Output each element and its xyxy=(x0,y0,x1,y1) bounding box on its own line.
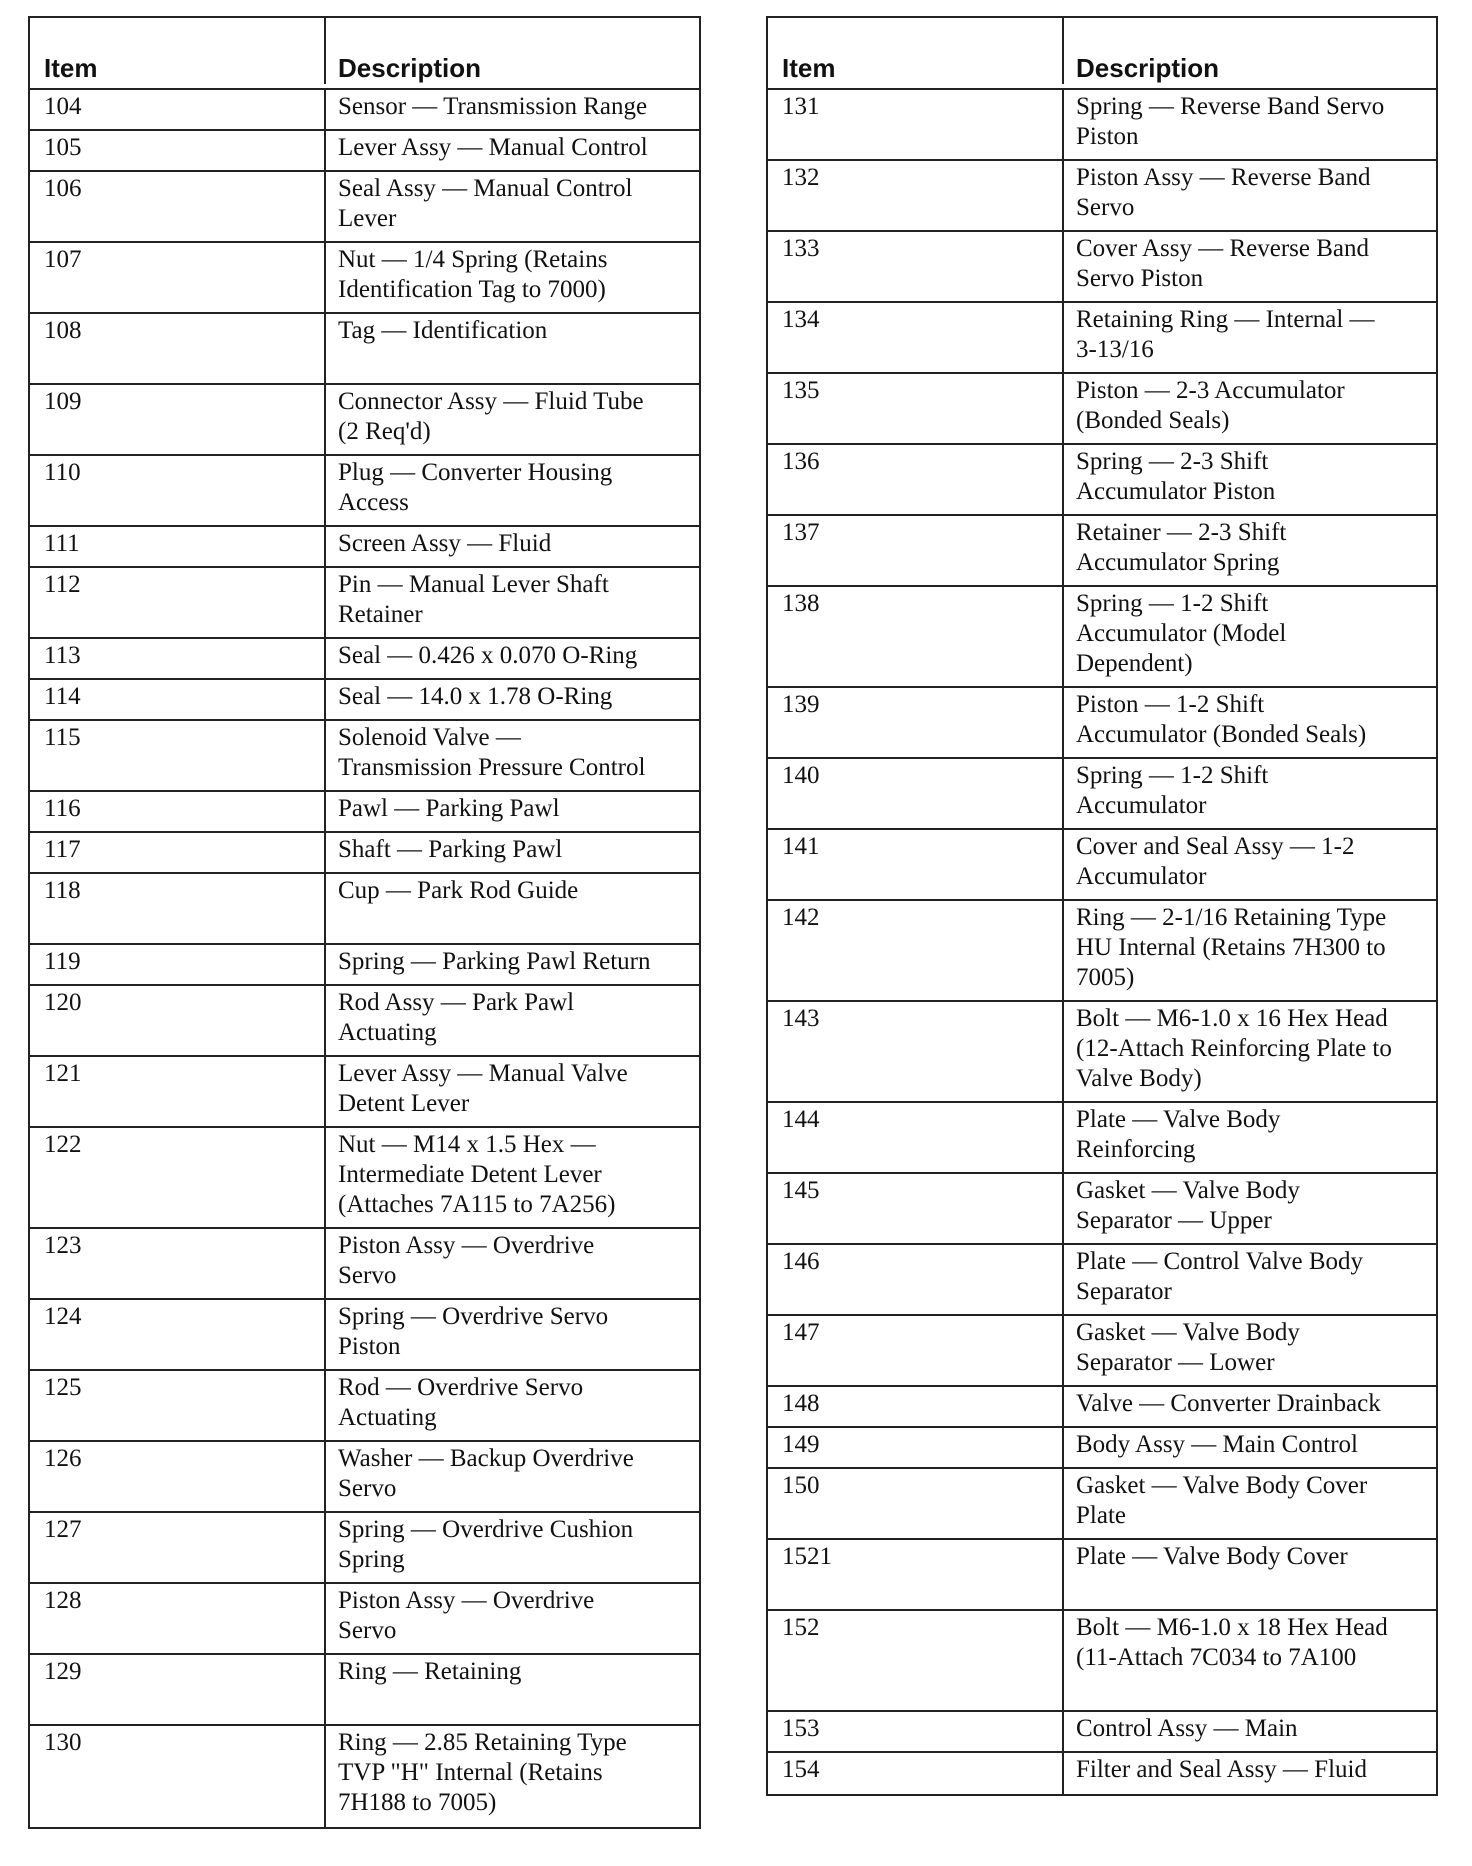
item-number: 120 xyxy=(30,986,326,1055)
table-row xyxy=(768,445,1436,516)
table-header xyxy=(30,18,699,90)
item-description: Ring — 2.85 Retaining Type TVP "H" Internal (Retains 7H188 to 7005) xyxy=(338,1729,627,1816)
table-row xyxy=(768,1002,1436,1103)
table-row xyxy=(768,1753,1436,1794)
item-description: Piston Assy — Overdrive Servo xyxy=(338,1232,595,1289)
item-description: Piston Assy — Overdrive Servo xyxy=(338,1587,595,1644)
table-row xyxy=(768,516,1436,587)
item-description: Cup — Park Rod Guide xyxy=(338,877,579,904)
item-number: 105 xyxy=(30,131,326,170)
item-column-header: Item xyxy=(768,18,1064,84)
item-description: Tag — Identification xyxy=(338,317,548,344)
item-number: 117 xyxy=(30,833,326,872)
item-description: Cover Assy — Reverse Band Servo Piston xyxy=(1076,235,1370,292)
item-number: 109 xyxy=(30,385,326,454)
item-description: Ring — 2-1/16 Retaining Type HU Internal (Retains 7H300 to 7005) xyxy=(1076,904,1387,991)
item-number: 127 xyxy=(30,1513,326,1582)
item-description: Retainer — 2-3 Shift Accumulator Spring xyxy=(1076,519,1287,576)
table-row xyxy=(768,1428,1436,1469)
item-description: Piston Assy — Reverse Band Servo xyxy=(1076,164,1371,221)
table-row xyxy=(768,1316,1436,1387)
item-number: 1521 xyxy=(768,1540,1064,1609)
item-number: 138 xyxy=(768,587,1064,686)
item-description: Cover and Seal Assy — 1-2 Accumulator xyxy=(1076,833,1355,890)
table-row xyxy=(768,830,1436,901)
table-row xyxy=(30,314,699,385)
table-row xyxy=(768,161,1436,232)
item-number: 132 xyxy=(768,161,1064,230)
item-column-header: Item xyxy=(30,18,326,84)
table-row xyxy=(30,639,699,680)
item-description: Spring — 2-3 Shift Accumulator Piston xyxy=(1076,448,1276,505)
table-row xyxy=(768,1103,1436,1174)
item-description: Pin — Manual Lever Shaft Retainer xyxy=(338,571,609,628)
item-description: Lever Assy — Manual Valve Detent Lever xyxy=(338,1060,628,1117)
item-number: 135 xyxy=(768,374,1064,443)
item-number: 144 xyxy=(768,1103,1064,1172)
item-number: 118 xyxy=(30,874,326,943)
table-row xyxy=(30,792,699,833)
item-description: Spring — 1-2 Shift Accumulator xyxy=(1076,762,1269,819)
item-description: Plate — Valve Body Reinforcing xyxy=(1076,1106,1281,1163)
table-row xyxy=(768,759,1436,830)
item-description: Spring — 1-2 Shift Accumulator (Model Dependent) xyxy=(1076,590,1287,677)
item-description: Rod — Overdrive Servo Actuating xyxy=(338,1374,584,1431)
item-number: 112 xyxy=(30,568,326,637)
table-row xyxy=(768,1469,1436,1540)
item-number: 134 xyxy=(768,303,1064,372)
table-row xyxy=(768,1174,1436,1245)
item-description: Control Assy — Main xyxy=(1076,1715,1298,1742)
item-description: Connector Assy — Fluid Tube (2 Req'd) xyxy=(338,388,644,445)
description-column-header: Description xyxy=(338,53,482,83)
table-header xyxy=(768,18,1436,90)
item-description: Shaft — Parking Pawl xyxy=(338,836,563,863)
description-column-header: Description xyxy=(1076,53,1220,83)
item-number: 152 xyxy=(768,1611,1064,1710)
item-number: 123 xyxy=(30,1229,326,1298)
item-description: Plug — Converter Housing Access xyxy=(338,459,613,516)
table-row xyxy=(768,232,1436,303)
item-description: Solenoid Valve — Transmission Pressure Control xyxy=(338,724,646,781)
table-row xyxy=(30,1726,699,1827)
table-row xyxy=(30,1584,699,1655)
item-description: Plate — Valve Body Cover xyxy=(1076,1543,1348,1570)
table-row xyxy=(30,1300,699,1371)
item-number: 153 xyxy=(768,1712,1064,1751)
table-row xyxy=(768,1611,1436,1712)
table-row xyxy=(768,90,1436,161)
item-number: 124 xyxy=(30,1300,326,1369)
item-description: Spring — Overdrive Servo Piston xyxy=(338,1303,609,1360)
item-number: 122 xyxy=(30,1128,326,1227)
item-number: 145 xyxy=(768,1174,1064,1243)
item-number: 149 xyxy=(768,1428,1064,1467)
table-row xyxy=(768,374,1436,445)
item-number: 126 xyxy=(30,1442,326,1511)
table-row xyxy=(30,945,699,986)
item-number: 131 xyxy=(768,90,1064,159)
table-row xyxy=(768,1387,1436,1428)
table-row xyxy=(768,688,1436,759)
table-row xyxy=(30,1655,699,1726)
item-number: 133 xyxy=(768,232,1064,301)
item-number: 106 xyxy=(30,172,326,241)
item-number: 121 xyxy=(30,1057,326,1126)
item-number: 108 xyxy=(30,314,326,383)
item-description: Gasket — Valve Body Separator — Upper xyxy=(1076,1177,1300,1234)
item-number: 150 xyxy=(768,1469,1064,1538)
item-number: 111 xyxy=(30,527,326,566)
item-number: 130 xyxy=(30,1726,326,1827)
item-description: Retaining Ring — Internal — 3-13/16 xyxy=(1076,306,1375,363)
left-parts-table xyxy=(28,16,701,1829)
item-number: 125 xyxy=(30,1371,326,1440)
item-description: Seal Assy — Manual Control Lever xyxy=(338,175,633,232)
item-description: Seal — 14.0 x 1.78 O-Ring xyxy=(338,683,613,710)
item-number: 110 xyxy=(30,456,326,525)
item-description: Piston — 1-2 Shift Accumulator (Bonded Seals) xyxy=(1076,691,1367,748)
item-number: 147 xyxy=(768,1316,1064,1385)
table-row xyxy=(768,901,1436,1002)
item-number: 142 xyxy=(768,901,1064,1000)
item-description: Plate — Control Valve Body Separator xyxy=(1076,1248,1364,1305)
item-number: 136 xyxy=(768,445,1064,514)
table-row xyxy=(30,721,699,792)
item-number: 137 xyxy=(768,516,1064,585)
table-row xyxy=(30,1229,699,1300)
item-description: Spring — Overdrive Cushion Spring xyxy=(338,1516,634,1573)
item-description: Spring — Reverse Band Servo Piston xyxy=(1076,93,1385,150)
item-number: 119 xyxy=(30,945,326,984)
table-row xyxy=(768,1540,1436,1611)
table-row xyxy=(30,131,699,172)
table-row xyxy=(768,1245,1436,1316)
table-row xyxy=(30,1128,699,1229)
item-number: 128 xyxy=(30,1584,326,1653)
item-description: Gasket — Valve Body Separator — Lower xyxy=(1076,1319,1300,1376)
table-row xyxy=(768,303,1436,374)
table-row xyxy=(30,243,699,314)
item-description: Lever Assy — Manual Control xyxy=(338,134,648,161)
table-row xyxy=(30,1513,699,1584)
item-description: Bolt — M6-1.0 x 16 Hex Head (12-Attach Reinforcing Plate to Valve Body) xyxy=(1076,1005,1392,1092)
table-row xyxy=(30,874,699,945)
item-number: 113 xyxy=(30,639,326,678)
table-row xyxy=(30,456,699,527)
item-description: Piston — 2-3 Accumulator (Bonded Seals) xyxy=(1076,377,1345,434)
table-row xyxy=(30,527,699,568)
item-description: Nut — M14 x 1.5 Hex — Intermediate Detent Lever (Attaches 7A115 to 7A256) xyxy=(338,1131,616,1218)
item-description: Gasket — Valve Body Cover Plate xyxy=(1076,1472,1368,1529)
table-row xyxy=(30,568,699,639)
table-row xyxy=(30,680,699,721)
item-number: 116 xyxy=(30,792,326,831)
item-number: 104 xyxy=(30,90,326,129)
item-number: 154 xyxy=(768,1753,1064,1794)
table-row xyxy=(30,986,699,1057)
item-number: 140 xyxy=(768,759,1064,828)
item-number: 148 xyxy=(768,1387,1064,1426)
item-number: 139 xyxy=(768,688,1064,757)
item-number: 141 xyxy=(768,830,1064,899)
item-number: 114 xyxy=(30,680,326,719)
table-row xyxy=(30,172,699,243)
item-description: Pawl — Parking Pawl xyxy=(338,795,560,822)
item-description: Spring — Parking Pawl Return xyxy=(338,948,651,975)
item-description: Screen Assy — Fluid xyxy=(338,530,552,557)
table-row xyxy=(30,1371,699,1442)
item-description: Ring — Retaining xyxy=(338,1658,522,1685)
item-description: Bolt — M6-1.0 x 18 Hex Head (11-Attach 7C034 to 7A100 xyxy=(1076,1614,1388,1671)
item-number: 129 xyxy=(30,1655,326,1724)
table-row xyxy=(768,587,1436,688)
item-number: 115 xyxy=(30,721,326,790)
right-parts-table xyxy=(766,16,1438,1796)
item-description: Filter and Seal Assy — Fluid xyxy=(1076,1756,1367,1783)
item-description: Nut — 1/4 Spring (Retains Identification Tag to 7000) xyxy=(338,246,608,303)
item-number: 146 xyxy=(768,1245,1064,1314)
table-row xyxy=(30,1057,699,1128)
item-description: Seal — 0.426 x 0.070 O-Ring xyxy=(338,642,638,669)
item-description: Washer — Backup Overdrive Servo xyxy=(338,1445,634,1502)
item-description: Rod Assy — Park Pawl Actuating xyxy=(338,989,575,1046)
table-row xyxy=(30,90,699,131)
table-row xyxy=(30,385,699,456)
item-number: 107 xyxy=(30,243,326,312)
item-description: Valve — Converter Drainback xyxy=(1076,1390,1381,1417)
table-row xyxy=(768,1712,1436,1753)
table-row xyxy=(30,1442,699,1513)
table-row xyxy=(30,833,699,874)
item-description: Body Assy — Main Control xyxy=(1076,1431,1358,1458)
item-number: 143 xyxy=(768,1002,1064,1101)
item-description: Sensor — Transmission Range xyxy=(338,93,648,120)
